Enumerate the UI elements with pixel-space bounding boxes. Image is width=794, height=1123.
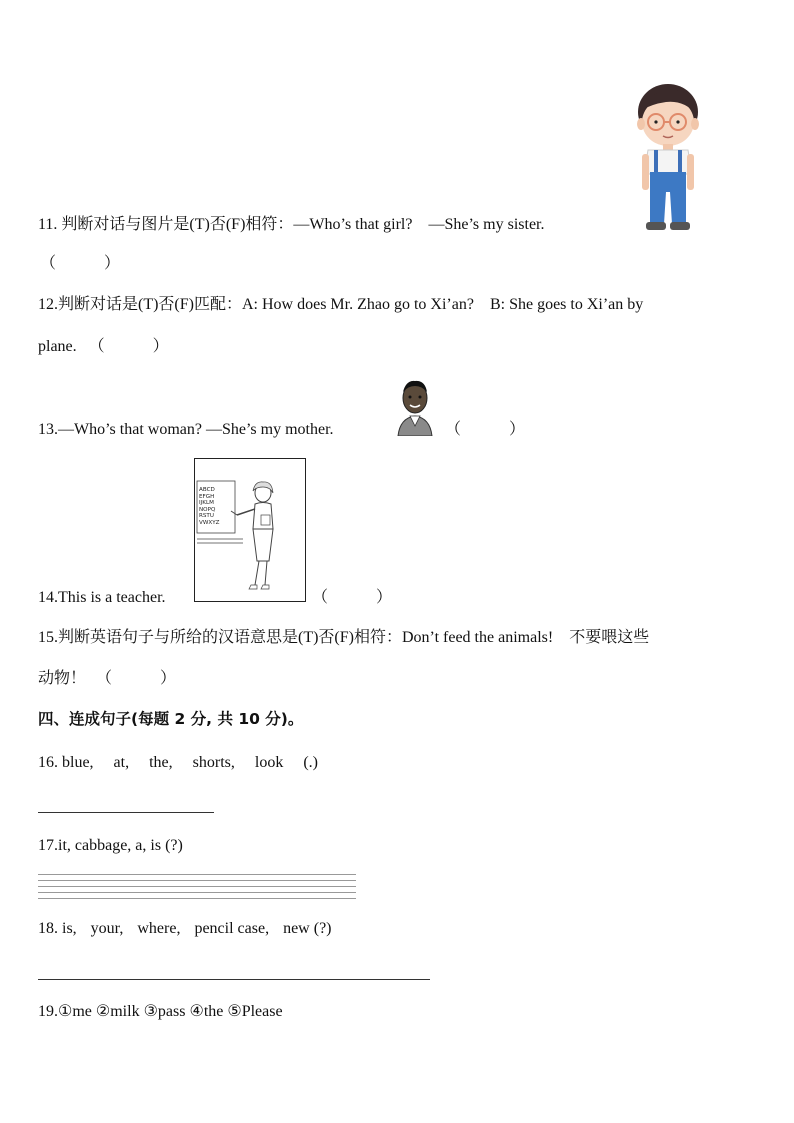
answer-line-17c[interactable] xyxy=(38,886,356,887)
man-portrait-illustration xyxy=(396,378,434,436)
teacher-illustration xyxy=(195,459,305,601)
answer-line-17d[interactable] xyxy=(38,892,356,893)
answer-line-18[interactable] xyxy=(38,979,430,980)
word-pencil-case: pencil case, xyxy=(194,920,270,937)
word-is: is, xyxy=(62,920,77,937)
question-13 xyxy=(38,420,334,440)
word-the: the, xyxy=(149,754,173,771)
board-line: IJKLM xyxy=(199,500,214,507)
boy-with-glasses-illustration xyxy=(632,82,706,232)
question-15-continued xyxy=(38,669,176,689)
word-where: where, xyxy=(137,920,181,937)
question-11-text: 11. 判断对话与图片是(T)否(F)相符：—Who’s that girl? —She’s my sister. xyxy=(38,216,545,233)
question-12-continued xyxy=(38,337,169,357)
answer-line-16[interactable] xyxy=(38,812,214,813)
question-14-answer-paren[interactable]: （ ） xyxy=(312,589,393,606)
question-13-answer-paren[interactable]: （ ） xyxy=(445,421,526,438)
question-18-number: 18. xyxy=(38,920,58,937)
board-line: RSTU xyxy=(199,513,214,520)
section-4-heading: 四、连成句子(每题 2 分, 共 10 分)。 xyxy=(38,710,304,728)
board-line: ABCD xyxy=(199,487,215,493)
answer-line-17e[interactable] xyxy=(38,898,356,899)
question-12-answer-paren[interactable]: （ ） xyxy=(88,338,169,355)
board-letters xyxy=(199,487,219,527)
word-new: new (?) xyxy=(283,920,332,937)
question-17-text: 17.it, cabbage, a, is (?) xyxy=(38,837,183,854)
answer-line-17a[interactable] xyxy=(38,874,356,875)
question-18 xyxy=(38,919,332,939)
question-11 xyxy=(38,215,545,235)
question-11-answer-paren[interactable]: （ ） xyxy=(40,255,121,272)
word-at: at, xyxy=(113,754,130,771)
board-line: VWXYZ xyxy=(199,519,220,526)
teacher-at-board-image xyxy=(194,458,306,602)
question-12 xyxy=(38,295,643,315)
question-15-line2: 动物！ xyxy=(38,670,87,687)
question-19 xyxy=(38,1002,283,1022)
question-16 xyxy=(38,753,318,773)
question-15-line1: 15.判断英语句子与所给的汉语意思是(T)否(F)相符：Don’t feed the animals! 不要喂这些 xyxy=(38,629,650,646)
question-14-text: 14.This is a teacher. xyxy=(38,589,166,606)
question-15 xyxy=(38,628,649,648)
question-15-answer-paren[interactable]: （ ） xyxy=(96,670,177,687)
board-line: NOPQ xyxy=(199,506,216,513)
word-period: (.) xyxy=(303,754,318,771)
word-blue: blue, xyxy=(62,754,94,771)
question-12-line1: 12.判断对话是(T)否(F)匹配：A: How does Mr. Zhao go to Xi’an? B: She goes to Xi’an by xyxy=(38,296,644,313)
board-line: EFGH xyxy=(199,493,215,500)
question-17 xyxy=(38,836,183,856)
word-look: look xyxy=(254,754,284,771)
question-12-line2: plane. xyxy=(38,338,77,355)
word-shorts: shorts, xyxy=(192,754,235,771)
answer-line-17b[interactable] xyxy=(38,880,356,881)
question-19-text: 19.①me ②milk ③pass ④the ⑤Please xyxy=(38,1003,283,1020)
question-16-number: 16. xyxy=(38,754,58,771)
question-13-text: 13.—Who’s that woman? —She’s my mother. xyxy=(38,421,334,438)
word-your: your, xyxy=(90,920,124,937)
question-14 xyxy=(38,588,166,608)
